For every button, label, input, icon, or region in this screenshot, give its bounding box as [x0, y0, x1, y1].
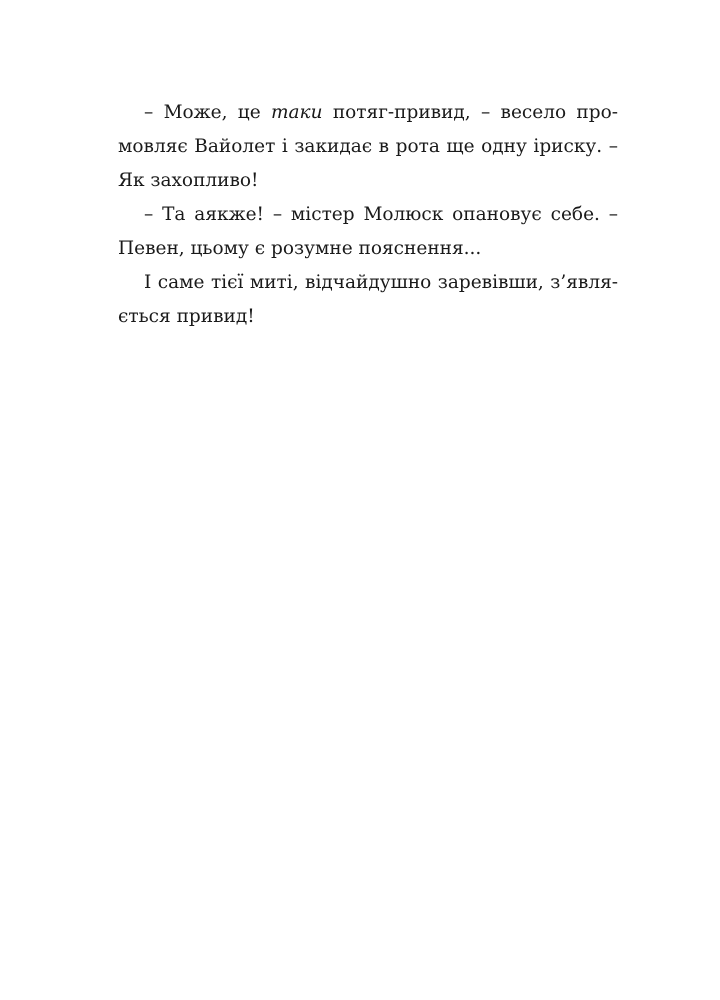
paragraph-3-line-1: І саме тієї миті, відчайдушно заревівши, з’явля- [144, 272, 618, 293]
dialogue-start: – Може, це [144, 102, 271, 123]
paragraph-2-line-1: – Та аякже! – містер Молюск опановує себе. – [144, 204, 618, 225]
paragraph-1-line-3: Як захопливо! [118, 170, 259, 191]
story-text [118, 96, 618, 334]
paragraph-1-line-2: мовляє Вайолет і закидає в рота ще одну іриску. – [118, 136, 618, 157]
paragraph-1-line-1 [118, 96, 618, 130]
emphasized-word: таки [270, 102, 323, 123]
dialogue-continuation: потяг-привид, – весело про- [322, 102, 618, 123]
paragraph-3-line-2: ється привид! [118, 306, 255, 327]
paragraph-2-line-2: Певен, цьому є розумне пояснення... [118, 238, 482, 259]
